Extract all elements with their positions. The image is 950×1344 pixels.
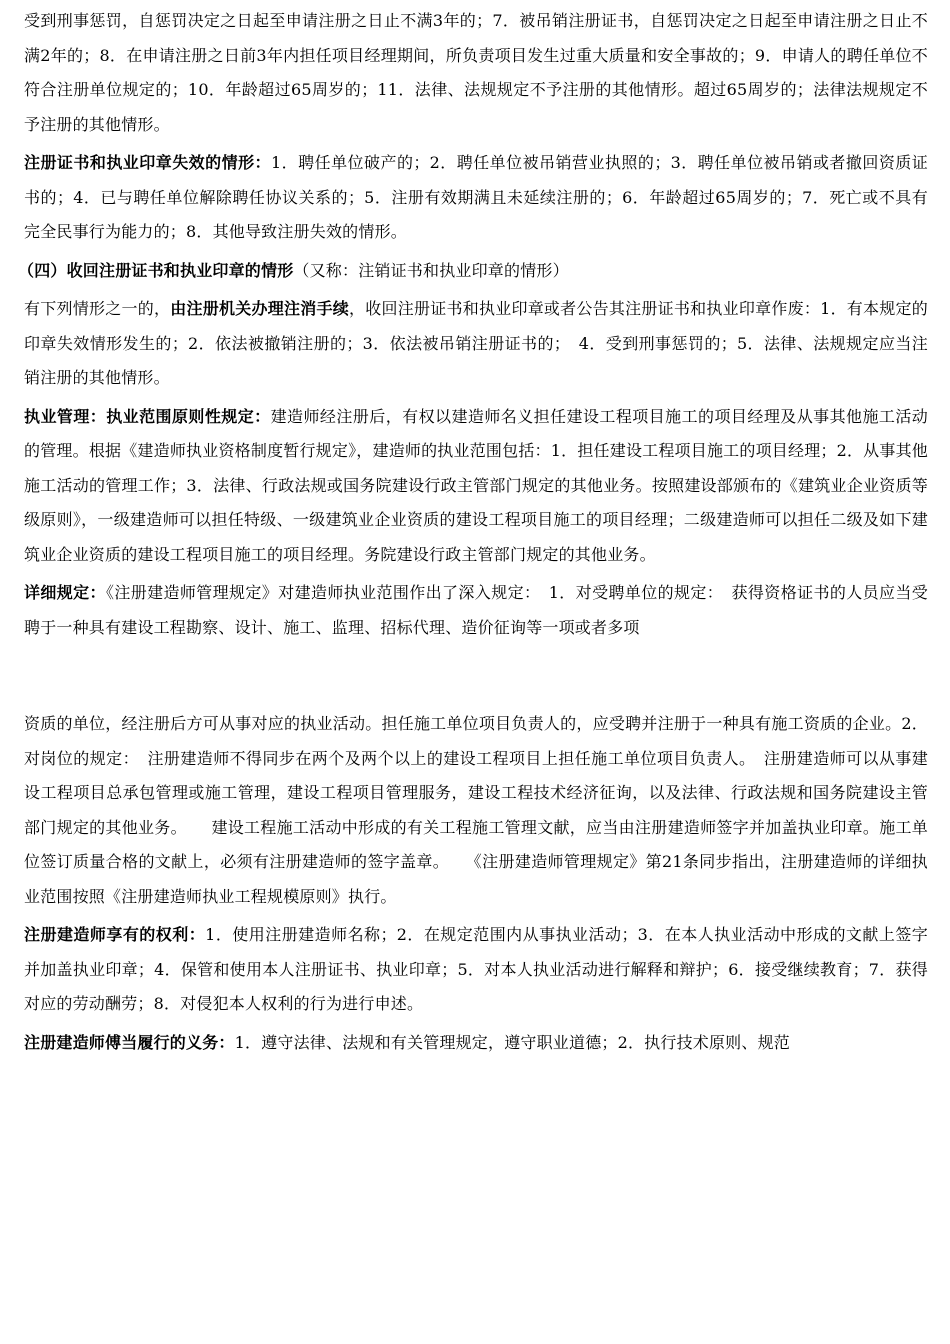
paragraph-emphasis: 由注册机关办理注消手续 xyxy=(170,299,349,318)
paragraph-practice-management xyxy=(24,400,928,573)
paragraph-text: 1．聘任单位破产的；2．聘任单位被吊销营业执照的；3．聘任单位被吊销或者撤回资质证书的；4．已与聘任单位解除聘任协议关系的；5．注册有效期满且未延续注册的；6．年龄超过65周岁的；7．死亡或不具有完全民事行为能力的；8．其他导致注册失效的情形。 xyxy=(24,153,928,241)
paragraph-rights xyxy=(24,918,928,1022)
section-subtitle: （又称：注销证书和执业印章的情形） xyxy=(293,260,569,280)
paragraph-detailed-rules xyxy=(24,576,928,645)
document-page xyxy=(18,4,929,1064)
paragraph-detailed-rules-continued xyxy=(24,707,928,914)
paragraph-heading: 注册建造师享有的权利： xyxy=(24,925,206,944)
paragraph-certificate-invalidation xyxy=(24,146,928,250)
paragraph-heading: 注册证书和执业印章失效的情形： xyxy=(24,153,272,172)
paragraph-text: 1．遵守法律、法规和有关管理规定，遵守职业道德；2．执行技术原则、规范 xyxy=(234,1032,790,1052)
paragraph-text: 《注册建造师管理规定》对建造师执业范围作出了深入规定： 1．对受聘单位的规定： 获得资格证书的人员应当受聘于一种具有建设工程勘察、设计、施工、监理、招标代理、造价征询等一项或者多项 xyxy=(24,583,928,637)
section-title: （四）收回注册证书和执业印章的情形 xyxy=(18,260,294,280)
paragraph-text: 资质的单位，经注册后方可从事对应的执业活动。担任施工单位项目负责人的，应受聘并注册于一种具有施工资质的企业。2．对岗位的规定： 注册建造师不得同步在两个及两个以上的建设工程项目上担任施工单位项目负责人。 注册建造师可以从事建设工程项目总承包管理或施工管理，建设工程项目管理服务，建设工程技术经济征询，以及法律、行政法规和国务院建设主管部门规定的其他业务。 建设工程施工活动中形成的有关工程施工管理文献，应当由注册建造师签字并加盖执业印章。施工单位签订质量合格的文献上，必须有注册建造师的签字盖章。 《注册建造师管理规定》第21条同步指出，注册建造师的详细执业范围按照《注册建造师执业工程规模原则》执行。 xyxy=(24,714,928,906)
paragraph-text: 1．使用注册建造师名称；2．在规定范围内从事执业活动；3．在本人执业活动中形成的文献上签字并加盖执业印章；4．保管和使用本人注册证书、执业印章；5．对本人执业活动进行解释和辩护；6．接受继续教育；7．获得对应的劳动酬劳；8．对侵犯本人权利的行为进行申述。 xyxy=(24,925,929,1013)
paragraph-heading: 注册建造师傅当履行的义务： xyxy=(24,1032,235,1052)
paragraph-registration-refusal xyxy=(24,4,928,142)
page-break-gap xyxy=(24,649,928,707)
paragraph-heading: 执业管理：执业范围原则性规定： xyxy=(24,406,271,426)
paragraph-obligations xyxy=(24,1026,928,1061)
paragraph-text: 建造师经注册后，有权以建造师名义担任建设工程项目施工的项目经理及从事其他施工活动的管理。根据《建造师执业资格制度暂行规定》，建造师的执业范围包括：1．担任建设工程项目施工的项目经理；2．从事其他施工活动的管理工作；3．法律、行政法规或国务院建设行政主管部门规定的其他业务。按照建设部颁布的《建筑业企业资质等级原则》，一级建造师可以担任特级、一级建筑业企业资质的建设工程项目施工的项目经理；二级建造师可以担任二级及如下建筑业企业资质的建设工程项目施工的项目经理。务院建设行政主管部门规定的其他业务。 xyxy=(24,406,928,564)
paragraph-text: ，收回注册证书和执业印章或者公告其注册证书和执业印章作废：1．有本规定的印章失效情形发生的；2．依法被撤销注册的；3．依法被吊销注册证书的； 4．受到刑事惩罚的；5．法律、法规规定应当注销注册的其他情形。 xyxy=(24,299,929,387)
paragraph-text: 受到刑事惩罚，自惩罚决定之日起至申请注册之日止不满3年的；7．被吊销注册证书，自惩罚决定之日起至申请注册之日止不满2年的；8．在申请注册之日前3年内担任项目经理期间，所负责项目发生过重大质量和安全事故的；9．申请人的聘任单位不符合注册单位规定的；10．年龄超过65周岁的；11．法律、法规规定不予注册的其他情形。超过65周岁的；法律法规规定不予注册的其他情形。 xyxy=(24,11,928,134)
paragraph-revocation-cases xyxy=(24,292,928,396)
section-heading-revocation xyxy=(18,254,928,289)
paragraph-text: 有下列情形之一的， xyxy=(24,299,171,318)
paragraph-heading: 详细规定： xyxy=(24,583,106,602)
